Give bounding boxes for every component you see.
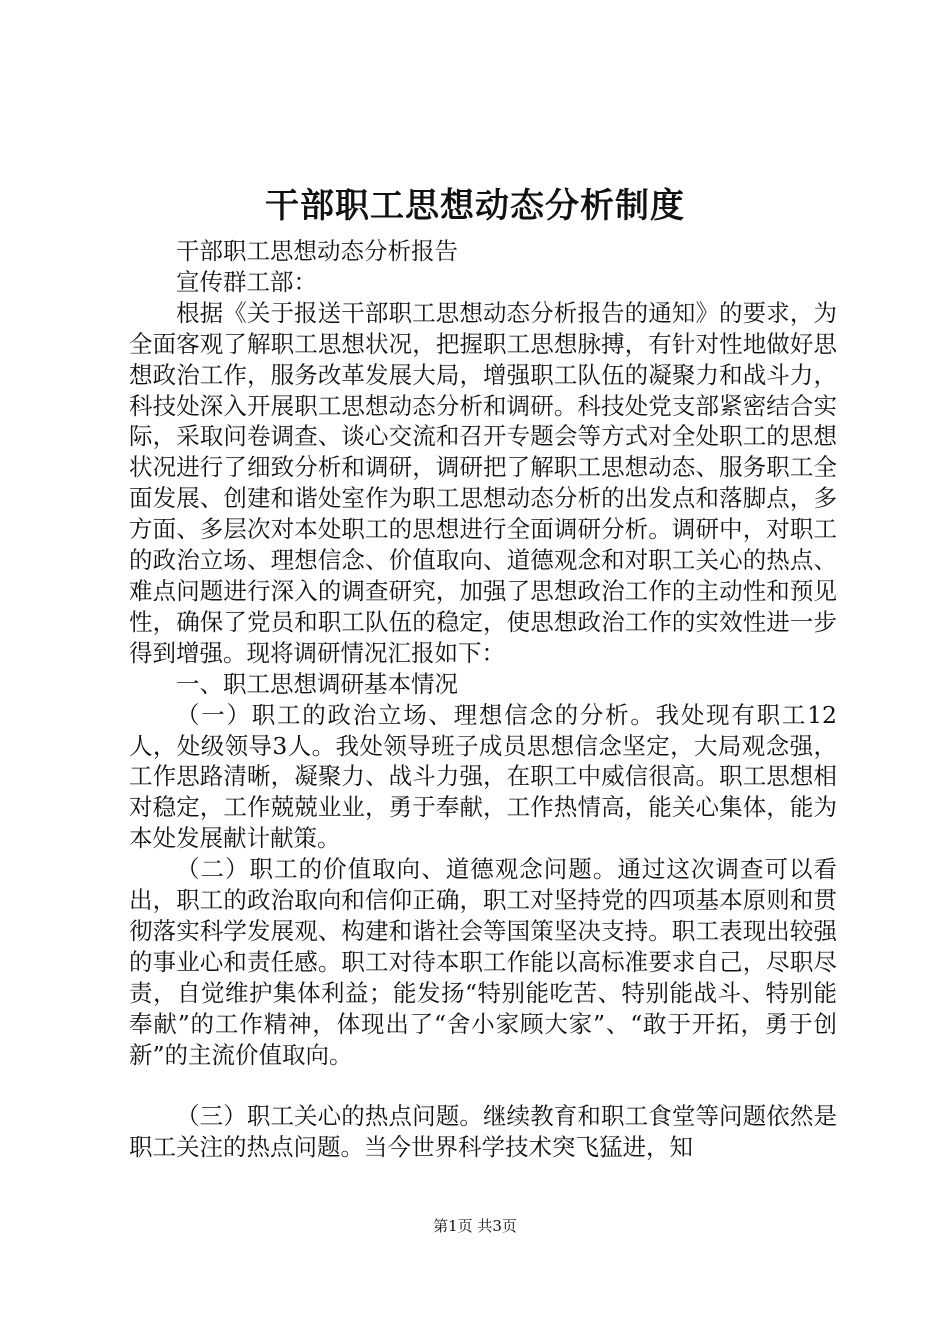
body-paragraph: （一）职工的政治立场、理想信念的分析。我处现有职工12人，处级领导3人。我处领导班子成员思想信念坚定，大局观念强，工作思路清晰，凝聚力、战斗力强，在职工中威信很高。职工思想相对稳定，工作兢兢业业，勇于奉献，工作热情高，能关心集体，能为本处发展献计献策。 — [129, 700, 837, 853]
report-subtitle: 干部职工思想动态分析报告 — [176, 237, 458, 265]
document-title: 干部职工思想动态分析制度 — [265, 186, 685, 226]
body-paragraph: （二）职工的价值取向、道德观念问题。通过这次调查可以看出，职工的政治取向和信仰正确，职工对坚持党的四项基本原则和贯彻落实科学发展观、构建和谐社会等国策坚决支持。职工表现出较强的事业心和责任感。职工对待本职工作能以高标准要求自己，尽职尽责，自觉维护集体利益；能发扬“特别能吃苦、特别能战斗、特别能奉献”的工作精神，体现出了“舍小家顾大家”、“敢于开拓，勇于创新”的主流价值取向。 — [129, 855, 837, 1069]
section-heading: 一、职工思想调研基本情况 — [176, 669, 458, 698]
recipient-line: 宣传群工部： — [176, 267, 317, 296]
body-paragraph: （三）职工关心的热点问题。继续教育和职工食堂等问题依然是职工关注的热点问题。当今世界科学技术突飞猛进，知 — [129, 1102, 837, 1162]
page-footer: 第1页 共3页 — [433, 1217, 517, 1235]
body-paragraph: 根据《关于报送干部职工思想动态分析报告的通知》的要求，为全面客观了解职工思想状况，把握职工思想脉搏，有针对性地做好思想政治工作，服务改革发展大局，增强职工队伍的凝聚力和战斗力，科技处深入开展职工思想动态分析和调研。科技处党支部紧密结合实际，采取问卷调查、谈心交流和召开专题会等方式对全处职工的思想状况进行了细致分析和调研，调研把了解职工思想动态、服务职工全面发展、创建和谐处室作为职工思想动态分析的出发点和落脚点，多方面、多层次对本处职工的思想进行全面调研分析。调研中，对职工的政治立场、理想信念、价值取向、道德观念和对职工关心的热点、难点问题进行深入的调查研究，加强了思想政治工作的主动性和预见性，确保了党员和职工队伍的稳定，使思想政治工作的实效性进一步得到增强。现将调研情况汇报如下： — [129, 298, 837, 667]
document-body — [129, 236, 837, 1163]
